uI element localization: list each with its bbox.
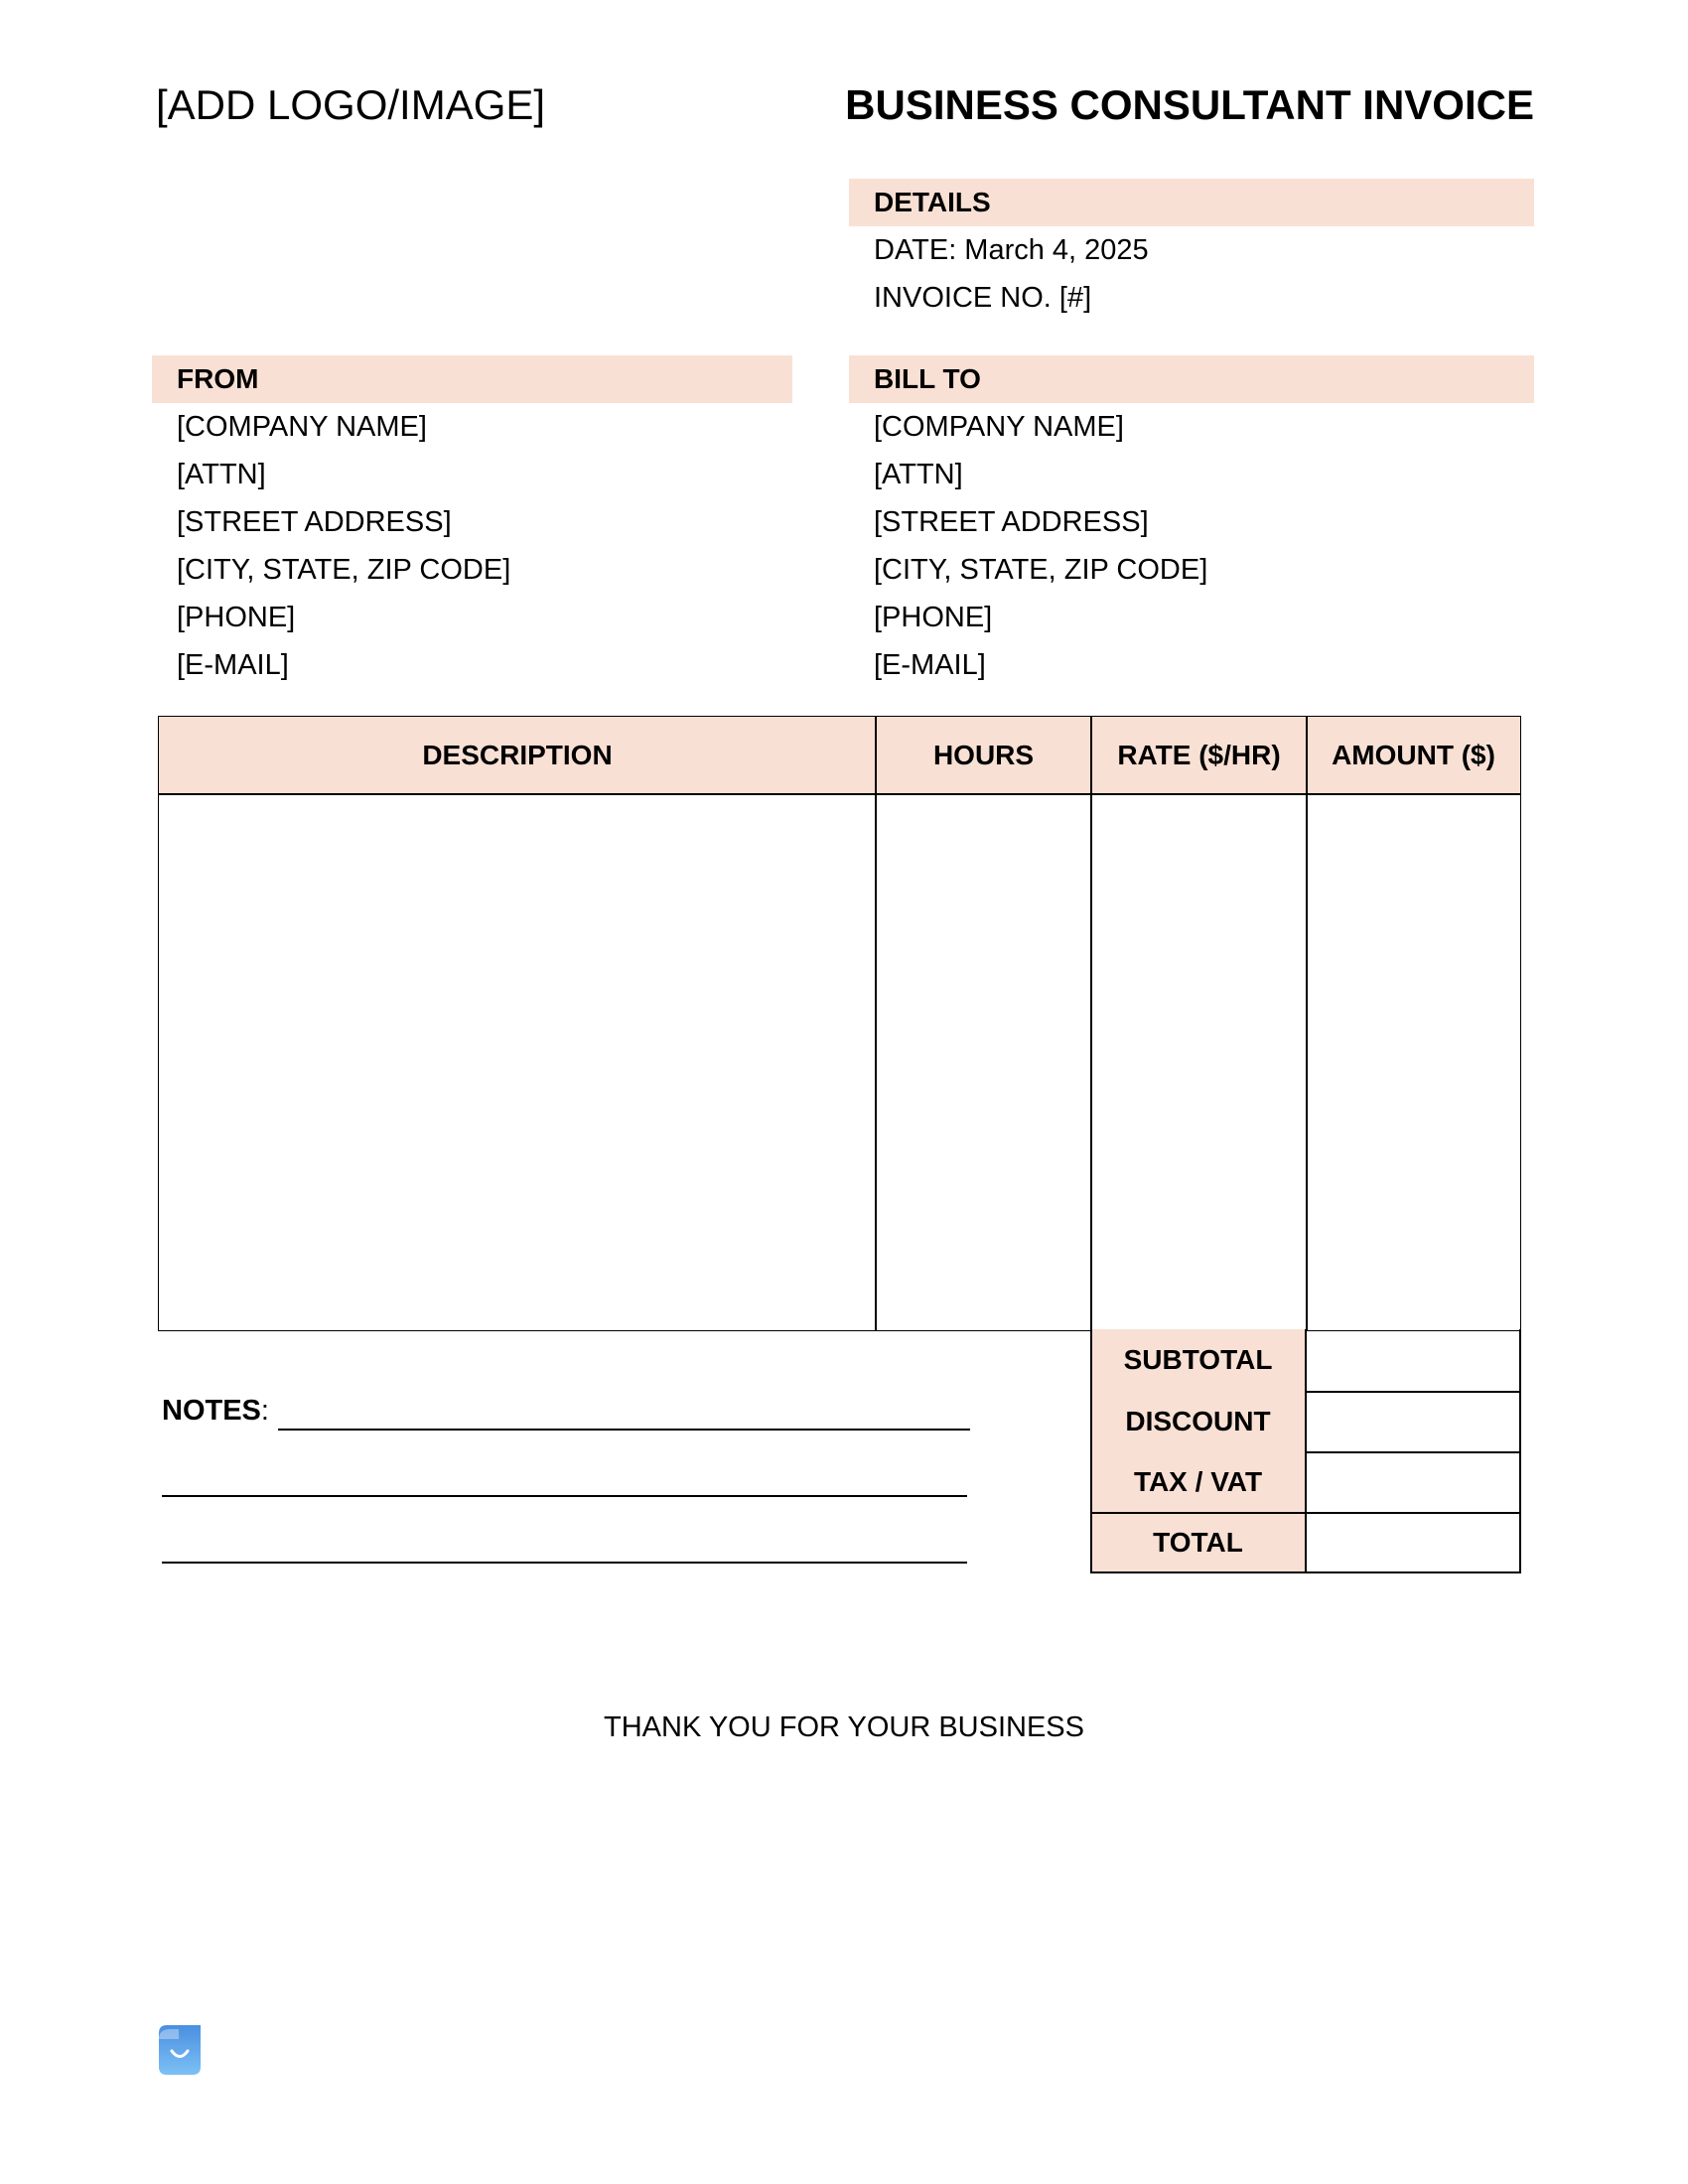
description-cell[interactable]	[159, 795, 875, 1330]
total-value[interactable]	[1307, 1514, 1519, 1571]
discount-label: DISCOUNT	[1125, 1406, 1271, 1436]
bill-to-section	[849, 355, 1534, 689]
logo-placeholder: [ADD LOGO/IMAGE]	[156, 81, 546, 128]
notes-line-1[interactable]	[278, 1429, 970, 1431]
notes-line-2[interactable]	[162, 1495, 967, 1497]
bill-to-label: BILL TO	[849, 355, 1534, 403]
from-city: [CITY, STATE, ZIP CODE]	[177, 554, 511, 586]
tax-label: TAX / VAT	[1133, 1466, 1263, 1497]
total-label: TOTAL	[1153, 1527, 1243, 1558]
col-header-description: DESCRIPTION	[422, 739, 613, 770]
details-label: DETAILS	[849, 179, 1534, 226]
totals-bottom-border	[1090, 1571, 1521, 1573]
thank-you-message: THANK YOU FOR YOUR BUSINESS	[604, 1711, 1084, 1743]
from-street: [STREET ADDRESS]	[177, 506, 452, 538]
col-header-rate: RATE ($/HR)	[1117, 739, 1281, 770]
tax-value[interactable]	[1307, 1453, 1519, 1512]
totals-block	[1090, 1329, 1521, 1573]
hours-cell[interactable]	[877, 795, 1090, 1330]
rate-cell[interactable]	[1092, 795, 1306, 1330]
from-section	[152, 355, 792, 689]
bill-to-street: [STREET ADDRESS]	[874, 506, 1149, 538]
from-phone: [PHONE]	[177, 602, 296, 633]
subtotal-value[interactable]	[1307, 1329, 1519, 1391]
col-header-amount: AMOUNT ($)	[1332, 739, 1495, 770]
invoice-date: DATE: March 4, 2025	[874, 234, 1149, 266]
bill-to-email: [E-MAIL]	[874, 649, 986, 681]
notes-label: NOTES	[162, 1395, 261, 1427]
bill-to-city: [CITY, STATE, ZIP CODE]	[874, 554, 1208, 586]
details-section	[849, 179, 1534, 322]
bill-to-attn: [ATTN]	[874, 459, 963, 490]
from-company: [COMPANY NAME]	[177, 411, 427, 443]
invoice-number: INVOICE NO. [#]	[874, 282, 1092, 314]
notes-label-wrap	[162, 1395, 269, 1428]
line-items-table	[158, 716, 1521, 1331]
notes-colon: :	[260, 1395, 269, 1427]
brand-logo-icon	[159, 2025, 201, 2075]
col-header-hours: HOURS	[932, 739, 1035, 770]
from-label: FROM	[152, 355, 792, 403]
bill-to-company: [COMPANY NAME]	[874, 411, 1124, 443]
amount-cell[interactable]	[1308, 795, 1520, 1330]
subtotal-label: SUBTOTAL	[1123, 1344, 1273, 1375]
from-attn: [ATTN]	[177, 459, 266, 490]
invoice-title: BUSINESS CONSULTANT INVOICE	[845, 81, 1534, 128]
from-email: [E-MAIL]	[177, 649, 289, 681]
bill-to-phone: [PHONE]	[874, 602, 993, 633]
notes-line-3[interactable]	[162, 1562, 967, 1564]
discount-value[interactable]	[1307, 1393, 1519, 1451]
